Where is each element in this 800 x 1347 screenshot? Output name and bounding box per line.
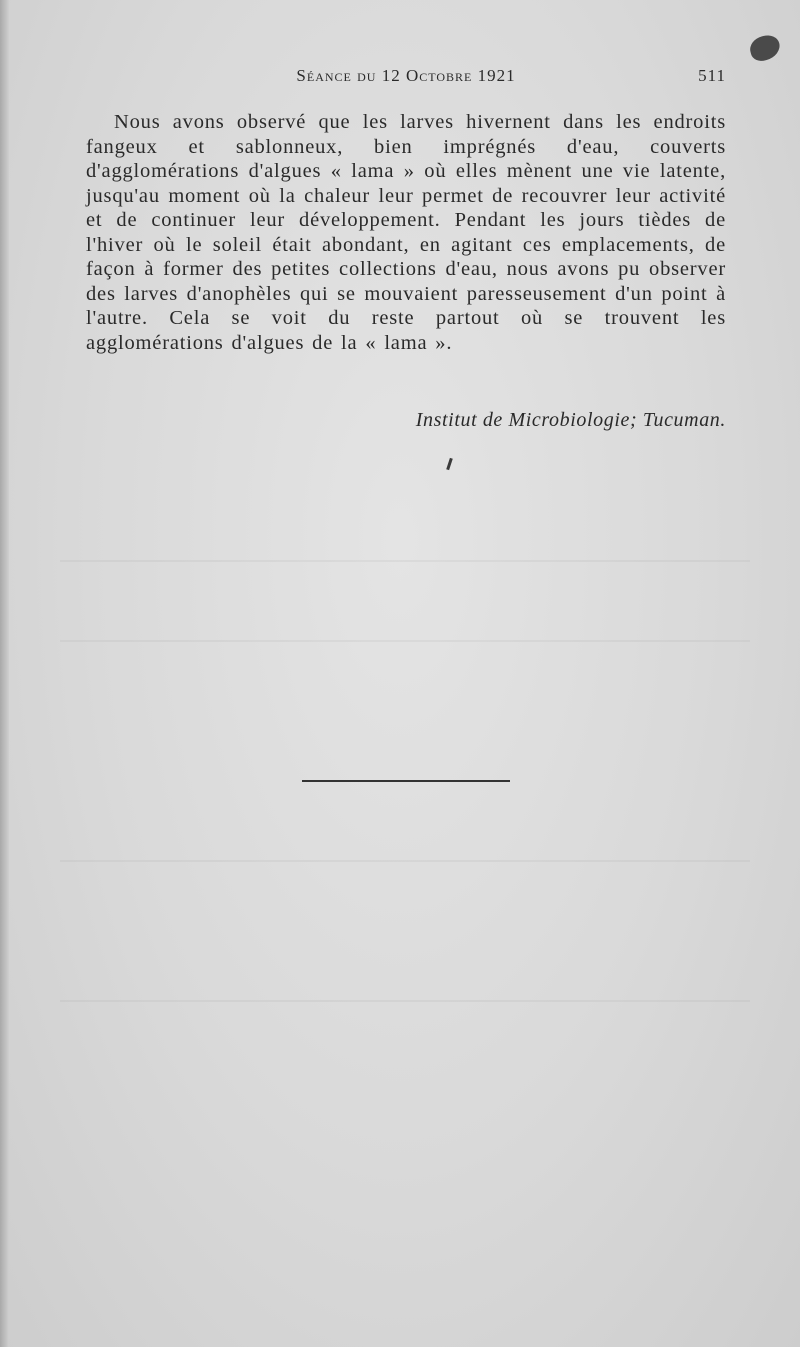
page-edge-shadow — [0, 0, 9, 1347]
show-through-line — [60, 640, 750, 642]
show-through-line — [60, 860, 750, 862]
section-rule — [302, 780, 510, 782]
running-header-title: Séance du 12 Octobre 1921 — [296, 66, 516, 85]
running-header — [86, 66, 726, 90]
institution-signature: Institut de Microbiologie; Tucuman. — [415, 409, 726, 431]
ink-blot-mark — [747, 33, 782, 64]
body-text — [86, 110, 726, 355]
paragraph: Nous avons observé que les larves hivernent dans les endroits fangeux et sablonneux, bien imprégnés d'eau, couverts d'agglomérations d'algues « lama » où elles mènent une vie latente, jusqu'au moment où la chaleur leur permet de recouvrer leur activité et de continuer leur développement. Pendant les jours tièdes de l'hiver où le soleil était abondant, en agitant ces emplacements, de façon à former des petites collections d'eau, nous avons pu observer des larves d'anophèles qui se mouvaient paresseusement d'un point à l'autre. Cela se voit du reste partout où se trouvent les agglomérations d'algues de la « lama ». — [86, 111, 726, 354]
page-number: 511 — [698, 66, 726, 85]
stray-mark — [446, 458, 453, 470]
show-through-line — [60, 560, 750, 562]
show-through-line — [60, 1000, 750, 1002]
